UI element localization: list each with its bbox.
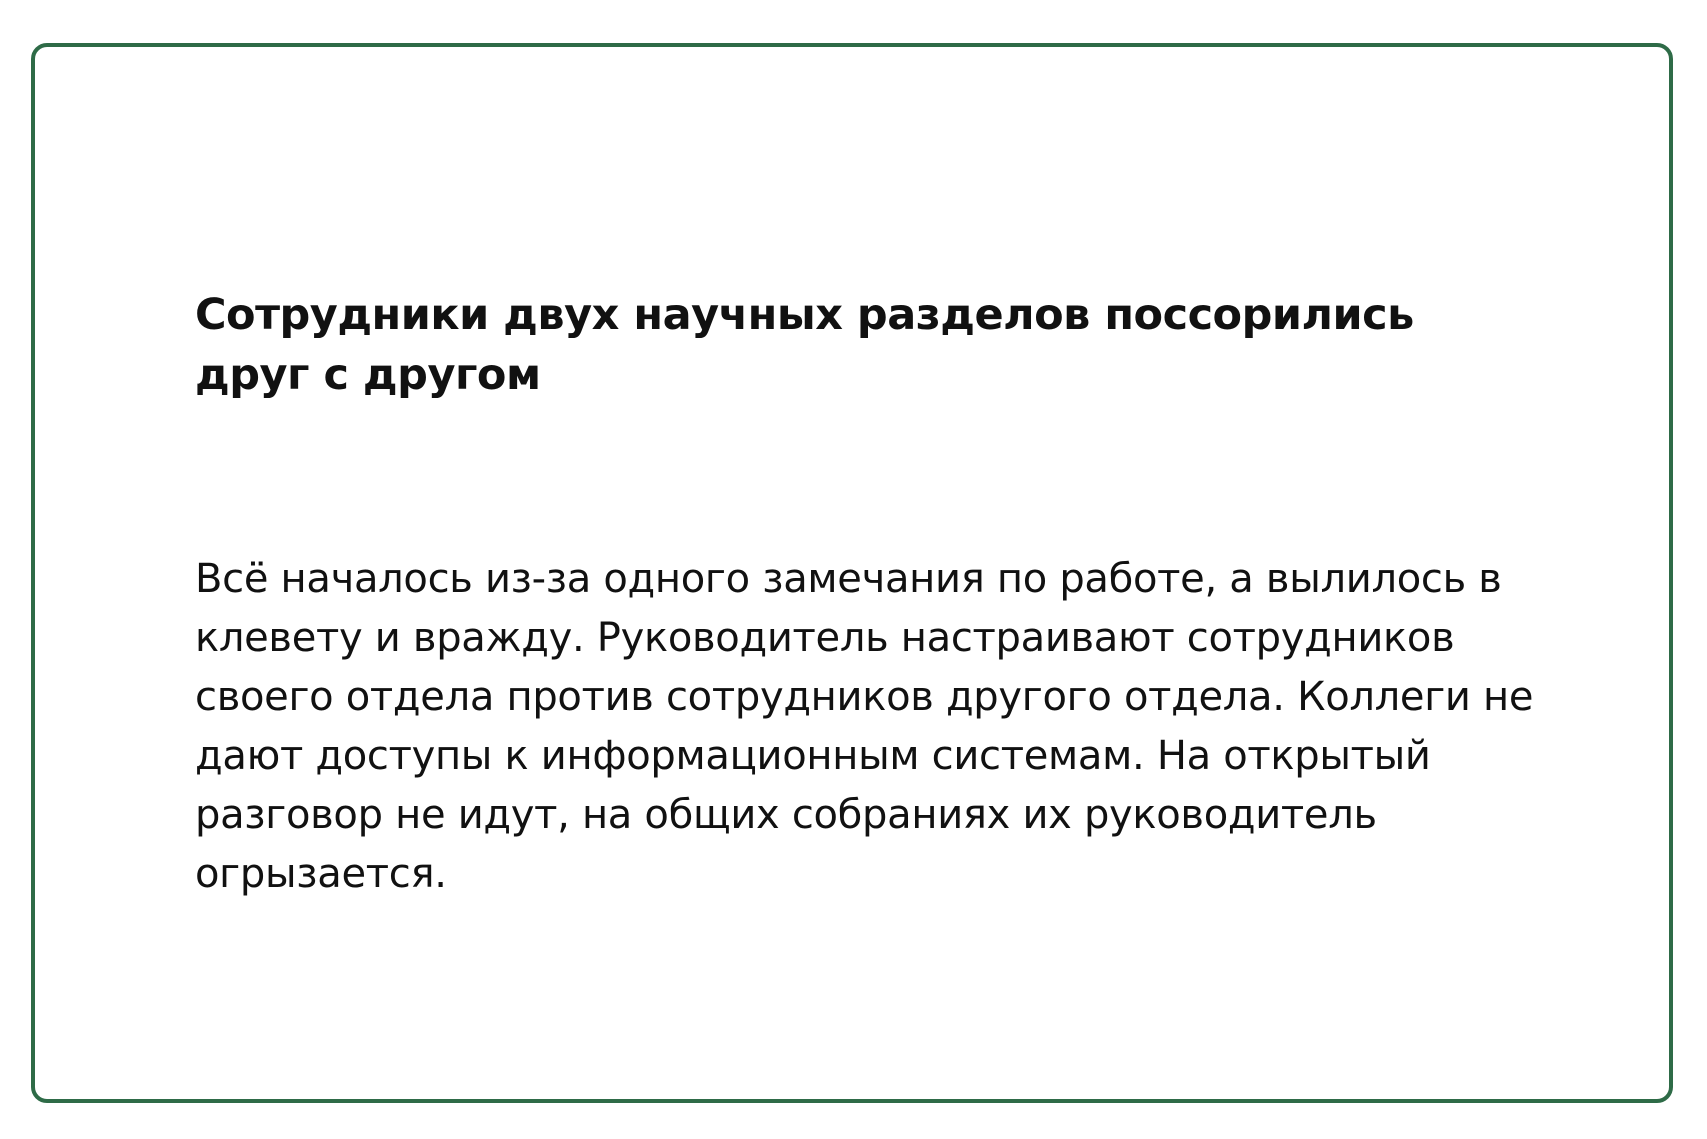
case-card: [31, 43, 1673, 1103]
case-description: Всё началось из-за одного замечания по работе, а вылилось в клевету и вражду. Руководитель настраивают сотрудников своего отдела против сотрудников другого отдела. Коллеги не дают доступы к информационным системам. На открытый разговор не идут, на общих собраниях их руководитель огрызается.: [195, 556, 1534, 897]
case-title: Сотрудники двух научных разделов поссорились друг с другом: [195, 290, 1414, 400]
